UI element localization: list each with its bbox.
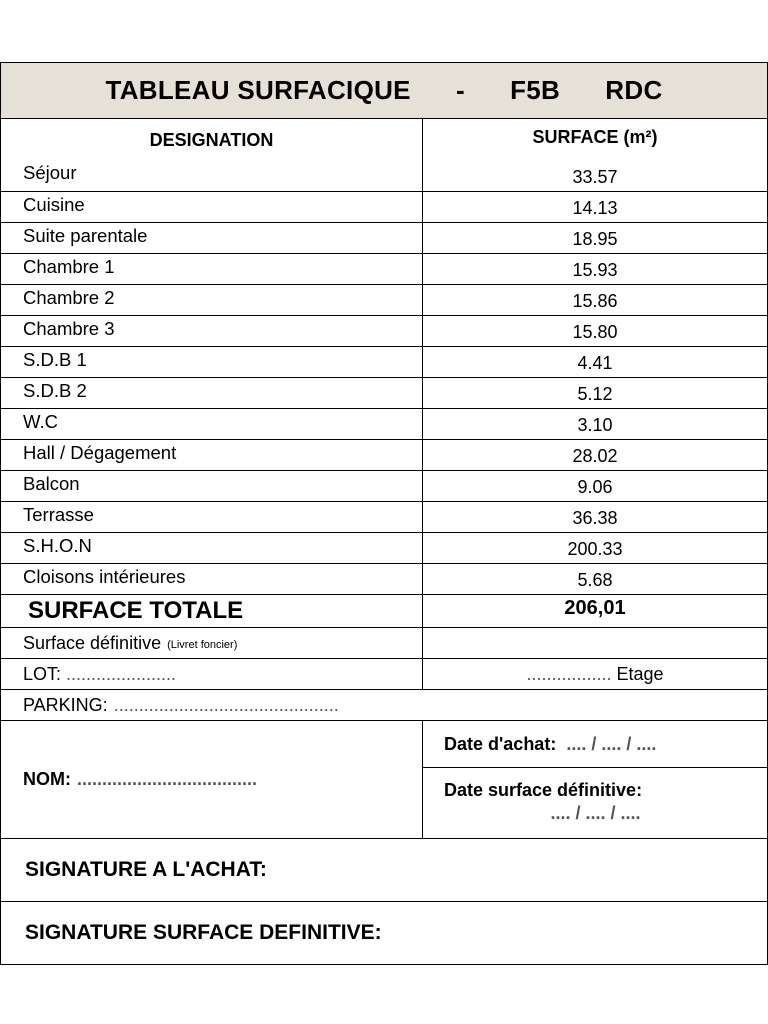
etage-cell[interactable] [423,659,767,689]
etage-dots: ................. [526,663,612,684]
signature-definitive[interactable]: SIGNATURE SURFACE DEFINITIVE: [25,921,382,944]
title-code: F5B [510,75,561,105]
header-row [1,118,767,160]
title-level: RDC [605,75,663,105]
parking-label: PARKING: [23,694,108,715]
date-definitive[interactable] [423,768,767,838]
room-surface: 15.93 [572,260,618,280]
room-surface: 3.10 [577,415,613,435]
definitive-label: Surface définitive [23,632,162,653]
title-main: TABLEAU SURFACIQUE [105,75,411,105]
room-surface: 18.95 [572,229,618,249]
table-row [1,377,767,408]
room-surface: 200.33 [567,539,623,559]
nom-cell[interactable] [1,721,423,838]
total-value: 206,01 [564,597,626,619]
room-name: Suite parentale [1,223,423,253]
title-row [1,63,767,118]
definitive-label-cell [1,628,423,658]
table-row [1,346,767,377]
table-row [1,532,767,563]
room-name: Chambre 2 [1,285,423,315]
table-row [1,191,767,222]
signature-achat-row [1,838,767,901]
lot-dots: ...................... [66,663,177,684]
table-row [1,408,767,439]
room-surface: 28.02 [572,446,618,466]
date-achat[interactable] [423,721,767,768]
total-label: SURFACE TOTALE [1,595,423,627]
title-separator: - [455,75,465,105]
room-name: S.D.B 2 [1,378,423,408]
room-surface: 5.12 [577,384,613,404]
nom-dots: .................................... [77,769,258,789]
table-row [1,563,767,594]
room-name: S.D.B 1 [1,347,423,377]
table-row [1,160,767,191]
table-row [1,315,767,346]
table-title [1,63,767,118]
date-achat-label: Date d'achat: [444,733,557,754]
room-name: S.H.O.N [1,533,423,563]
room-name: Chambre 1 [1,254,423,284]
room-surface: 4.41 [577,353,613,373]
room-name: Cuisine [1,192,423,222]
parking-row [1,689,767,720]
room-name: Balcon [1,471,423,501]
etage-label: Etage [616,663,664,684]
room-surface: 14.13 [572,198,618,218]
total-row [1,594,767,627]
room-surface: 36.38 [572,508,618,528]
room-surface: 5.68 [577,570,613,590]
room-name: Séjour [1,160,423,191]
room-surface: 9.06 [577,477,613,497]
table-row [1,222,767,253]
lot-cell[interactable] [1,659,423,689]
room-name: W.C [1,409,423,439]
table-row [1,470,767,501]
definitive-value[interactable] [423,628,767,658]
date-definitive-value: .... / .... / .... [550,803,641,823]
room-name: Chambre 3 [1,316,423,346]
room-surface: 33.57 [572,166,618,187]
signature-definitive-row [1,901,767,964]
table-row [1,439,767,470]
parking-cell[interactable] [1,690,767,720]
table-row [1,501,767,532]
definitive-note: (Livret foncier) [167,639,238,651]
date-definitive-label: Date surface définitive: [444,780,643,800]
table-row [1,284,767,315]
room-surface: 15.86 [572,291,618,311]
room-name: Cloisons intérieures [1,564,423,594]
room-surface: 15.80 [572,322,618,342]
surface-table [0,62,768,965]
nom-label: NOM: [23,769,71,789]
date-achat-value: .... / .... / .... [566,733,657,754]
nom-row [1,720,767,838]
table-row [1,253,767,284]
room-name: Terrasse [1,502,423,532]
lot-label: LOT: [23,663,62,684]
room-name: Hall / Dégagement [1,440,423,470]
definitive-row [1,627,767,658]
surface-header: SURFACE (m²) [532,127,658,147]
parking-dots: ............................................. [113,694,339,715]
lot-row [1,658,767,689]
signature-achat[interactable]: SIGNATURE A L'ACHAT: [25,858,267,881]
dates-cell [423,721,767,838]
designation-header: DESIGNATION [1,119,423,160]
